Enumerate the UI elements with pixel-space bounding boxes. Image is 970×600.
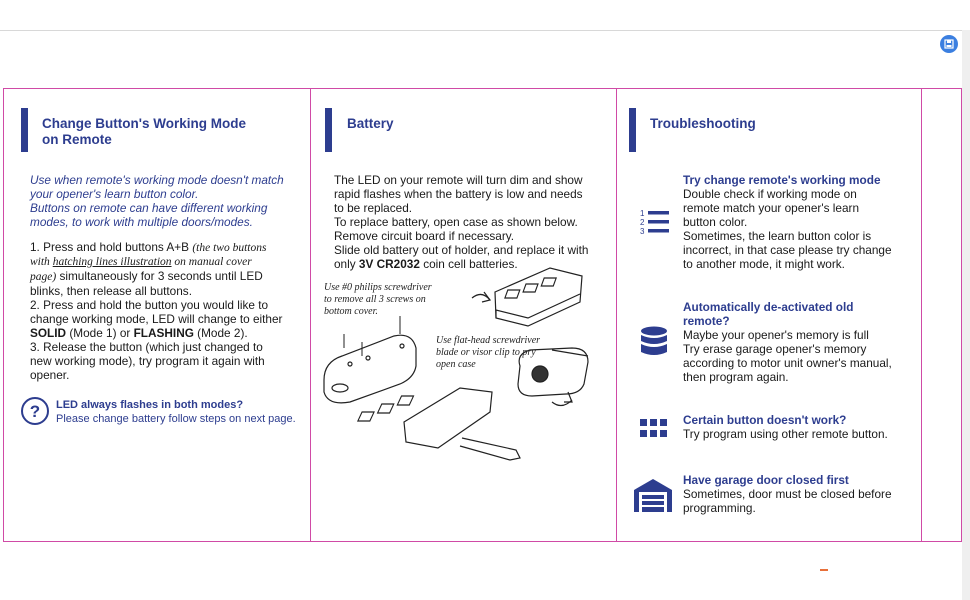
intro-text: Use when remote's working mode doesn't match your opener's learn button color. Buttons on remote can have different working modes, to work with multiple doors/modes. — [30, 173, 284, 229]
trouble-body-2: Maybe your opener's memory is full Try erase garage opener's memory according to motor unit owner's manual, then program again. — [683, 328, 892, 384]
database-icon — [640, 326, 668, 358]
trouble-body-3: Try program using other remote button. — [683, 427, 888, 441]
title-bar — [21, 108, 28, 152]
battery-text: The LED on your remote will turn dim and show rapid flashes when the battery is low and needs to be replaced. To replace battery, open case as shown below. Remove circuit board if necessary. Slide old battery out of holder, and replace it with only 3V CR2032 coin cell batteries. — [334, 173, 589, 271]
title-bar — [325, 108, 332, 152]
trouble-body-4: Sometimes, door must be closed before programming. — [683, 487, 892, 515]
caption-screwdriver: Use #0 philips screwdriver to remove all 3 screws on bottom cover. — [324, 282, 432, 317]
top-divider — [0, 30, 962, 31]
grid-dots-icon — [640, 419, 668, 439]
panel-title: Change Button's Working Mode on Remote — [42, 116, 246, 147]
trouble-heading-1: Try change remote's working mode — [683, 173, 881, 187]
decorative-mark — [820, 569, 828, 571]
steps-text: 1. Press and hold buttons A+B (the two buttons with hatching lines illustration on manual cover page) simultaneously for 3 seconds until LED blinks, then release all buttons. 2. Press and hold the button you would like to change working mode, LED will change to either SOLID (Mode 1) or FLASHING (Mode 2). 3. Release the button (which just changed to new working mode), try program it again with opener. — [30, 240, 283, 382]
svg-text:3: 3 — [640, 227, 645, 236]
save-icon — [944, 39, 954, 49]
scrollbar[interactable] — [962, 30, 970, 600]
remote-illustration — [320, 262, 610, 462]
float-action-button[interactable] — [940, 35, 958, 53]
numbered-list-icon — [638, 208, 672, 238]
garage-icon — [634, 478, 672, 512]
svg-text:1: 1 — [640, 209, 645, 218]
svg-text:2: 2 — [640, 218, 645, 227]
trouble-heading-4: Have garage door closed first — [683, 473, 849, 487]
trouble-heading-3: Certain button doesn't work? — [683, 413, 847, 427]
panel-next-edge — [922, 88, 962, 542]
caption-flathead: Use flat-head screwdriver blade or visor clip to pry open case — [436, 335, 541, 370]
panel-title: Battery — [347, 116, 394, 131]
trouble-body-1: Double check if working mode on remote match your opener's learn button color. Sometimes, the learn button color is incorrect, in that case please try change to another mode, it might work. — [683, 187, 892, 271]
note-body: Please change battery follow steps on next page. — [56, 413, 296, 425]
title-bar — [629, 108, 636, 152]
question-icon — [20, 396, 50, 426]
svg-text:?: ? — [29, 402, 41, 421]
panel-title: Troubleshooting — [650, 116, 756, 131]
trouble-heading-2: Automatically de-activated old remote? — [683, 300, 854, 328]
note-title: LED always flashes in both modes? — [56, 399, 244, 411]
